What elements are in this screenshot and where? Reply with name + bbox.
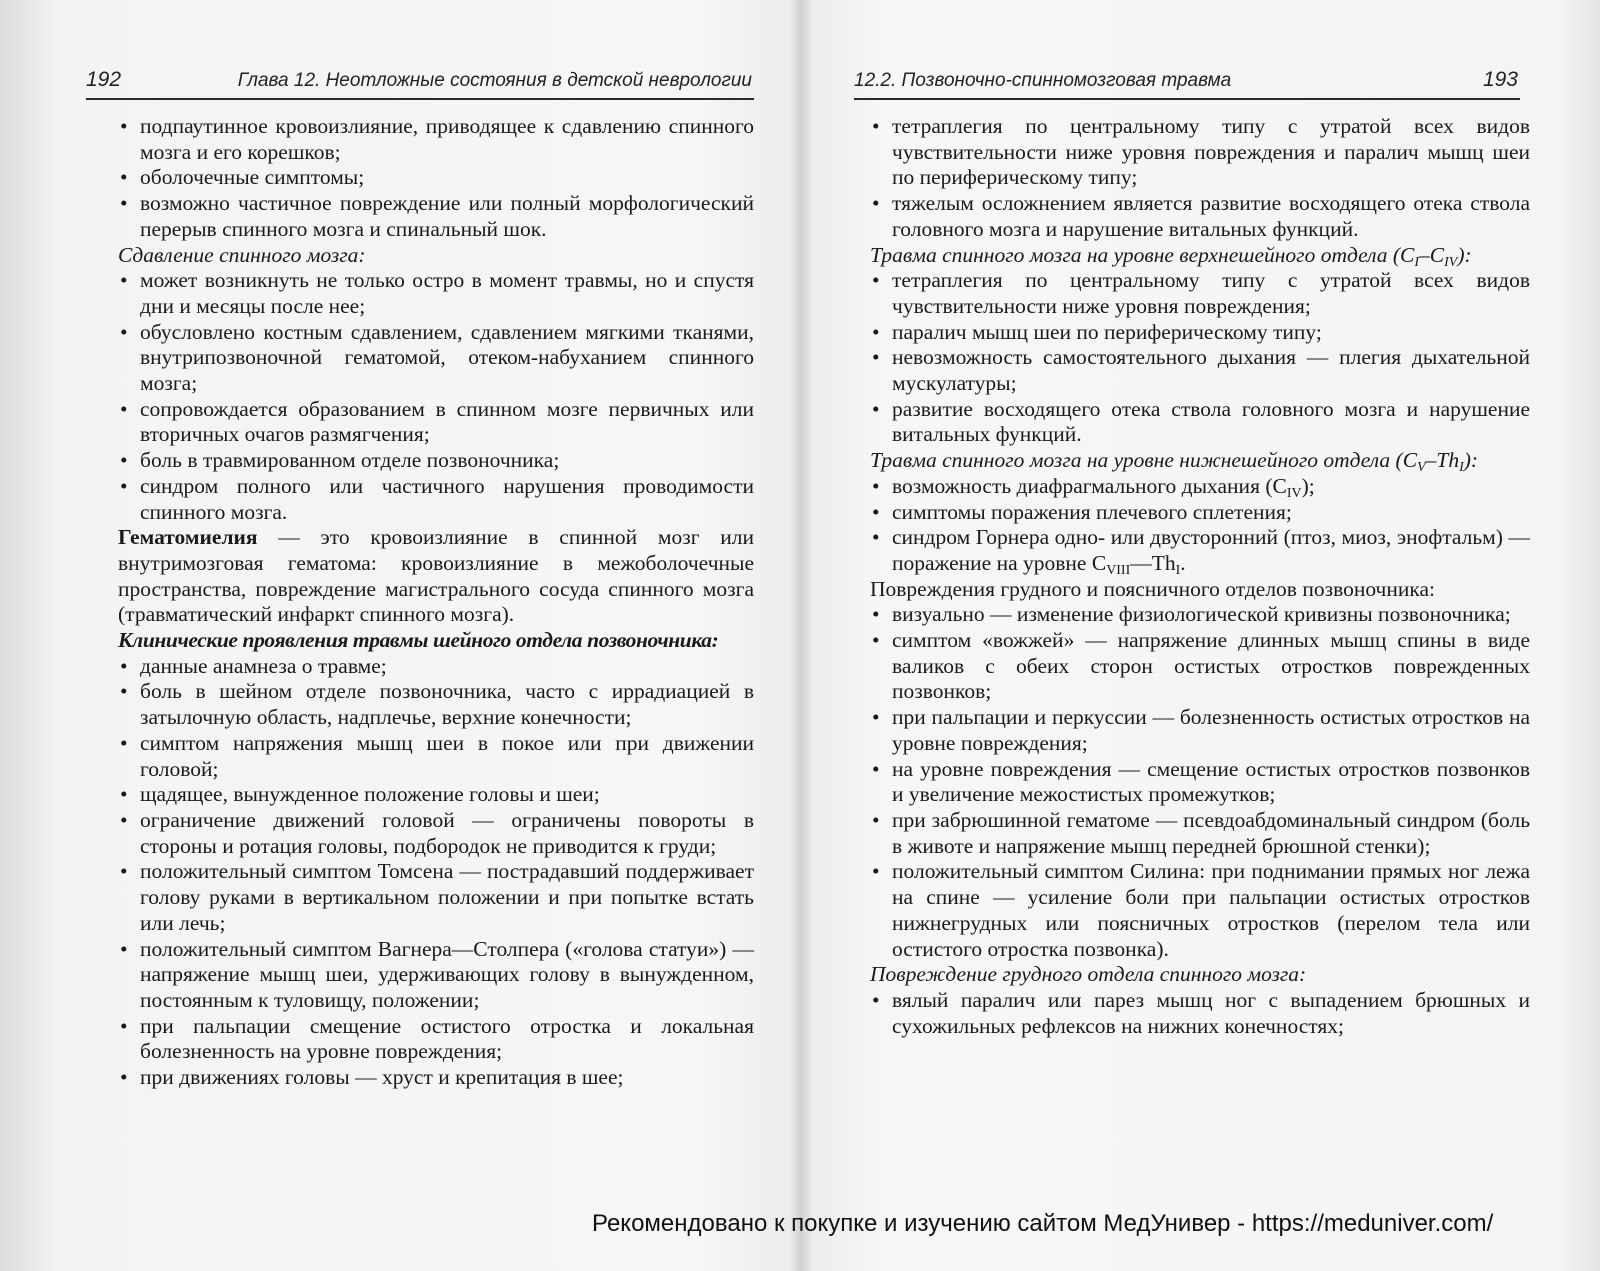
text: оболочечные симптомы; (140, 165, 365, 190)
paragraph (118, 525, 754, 628)
site-footer-watermark: Рекомендовано к покупке и изучению сайтом МедУнивер - https://meduniver.com/ (592, 1210, 1494, 1237)
text: Травма спинного мозга на уровне верхнешейного отдела (C (870, 242, 1415, 267)
text: Травма спинного мозга на уровне нижнешейного отдела (C (870, 448, 1418, 473)
text: обусловлено костным сдавлением, сдавлением мягкими тканями, внутрипозвоночной гематомой, отеком-набуханием спинного мозга; (140, 319, 754, 396)
subscript: V (1417, 460, 1426, 476)
list-item (870, 345, 1530, 396)
section-title: 12.2. Позвоночно-спинномозговая травма (854, 70, 1232, 91)
list-item (118, 191, 754, 242)
subheading (870, 962, 1530, 988)
text: на уровне повреждения — смещение остистых отростков позвонков и увеличение межостистых промежутков; (892, 756, 1530, 807)
subscript: VIII (1106, 563, 1131, 579)
list-item (870, 397, 1530, 448)
running-head (854, 66, 1520, 100)
text: ); (1301, 473, 1315, 498)
chapter-title: Глава 12. Неотложные состояния в детской неврологии (237, 70, 752, 91)
text: подпаутинное кровоизлияние, приводящее к сдавлению спинного мозга и его корешков; (140, 114, 754, 164)
list-item (870, 757, 1530, 808)
list-item (870, 808, 1530, 859)
text: при пальпации смещение остистого отростка и локальная болезненность на уровне повреждения; (140, 1013, 754, 1064)
list-item (118, 654, 754, 680)
text: синдром полного или частичного нарушения проводимости спинного мозга. (140, 473, 754, 524)
list-item (870, 191, 1530, 242)
subscript: I (1459, 460, 1464, 476)
text: ): (1463, 448, 1479, 473)
text: Повреждения грудного и поясничного отделов позвоночника: (870, 576, 1435, 601)
text: паралич мышц шеи по периферическому типу; (892, 319, 1322, 344)
text: возможность диафрагмального дыхания (C (892, 473, 1287, 498)
text: развитие восходящего отека ствола головного мозга и нарушение витальных функций. (892, 396, 1530, 447)
list-item (118, 1065, 754, 1091)
list-item (118, 808, 754, 859)
list-item (870, 859, 1530, 962)
list-item (118, 782, 754, 808)
text: симптомы поражения плечевого сплетения; (892, 499, 1292, 524)
list-item (118, 859, 754, 936)
list-item (870, 320, 1530, 346)
list-item (870, 602, 1530, 628)
text: ): (1457, 242, 1472, 267)
text: при пальпации и перкуссии — болезненность остистых отростков на уровне повреждения; (892, 705, 1530, 755)
subheading (118, 243, 754, 269)
text: щадящее, вынужденное положение головы и шеи; (140, 782, 600, 807)
subheading (118, 628, 754, 654)
subheading (870, 243, 1530, 269)
text: Сдавление спинного мозга: (118, 242, 366, 267)
page-body (870, 114, 1530, 1039)
subheading (870, 448, 1530, 474)
running-head (86, 66, 754, 100)
list-item (870, 988, 1530, 1039)
list-item (870, 114, 1530, 191)
list-item (118, 268, 754, 319)
list-item (870, 705, 1530, 756)
list-item (870, 500, 1530, 526)
text: данные анамнеза о травме; (140, 653, 387, 678)
text: положительный симптом Силина: при поднимании прямых ног лежа на спине — усиление боли при пальпации остистых отростков нижнегрудных или поясничных отростков (перелом тела или остистого отростка позвонка). (892, 859, 1530, 961)
list-item (870, 268, 1530, 319)
list-item (870, 525, 1530, 579)
text: визуально — изменение физиологической кривизны позвоночника; (892, 602, 1511, 627)
list-item (118, 731, 754, 782)
term: Гематомиелия (118, 525, 258, 550)
text: может возникнуть не только остро в момент травмы, но и спустя дни и месяцы после нее; (140, 268, 754, 318)
text: тяжелым осложнением является развитие восходящего отека ствола головного мозга и нарушение витальных функций. (892, 191, 1530, 241)
list-item (118, 397, 754, 448)
text: боль в травмированном отделе позвоночника; (140, 448, 560, 473)
text: Повреждение грудного отдела спинного мозга: (870, 962, 1307, 987)
text: тетраплегия по центральному типу с утратой всех видов чувствительности ниже уровня повреждения и паралич мышц шеи по периферическому типу; (892, 114, 1530, 190)
subscript: IV (1444, 254, 1458, 270)
list-item (118, 448, 754, 474)
page-number: 192 (86, 68, 122, 91)
subscript: I (1175, 563, 1181, 579)
list-item (118, 474, 754, 525)
list-item (118, 114, 754, 165)
text: –Th (1425, 448, 1460, 473)
text: . (1180, 550, 1186, 575)
subscript: IV (1286, 486, 1302, 502)
list-item (118, 937, 754, 1014)
text: при движениях головы — хруст и крепитация в шее; (140, 1065, 624, 1090)
text: симптом «вожжей» — напряжение длинных мышц спины в виде валиков с обеих сторон остистых отростков поврежденных позвонков; (892, 628, 1530, 704)
text: положительный симптом Томсена — пострадавший поддерживает голову руками в вертикальном положении и при попытке встать или лечь; (140, 859, 754, 935)
text: Клинические проявления травмы шейного отдела позвоночника: (118, 628, 719, 653)
text: возможно частичное повреждение или полный морфологический перерыв спинного мозга и спинальный шок. (140, 191, 754, 241)
text: –C (1419, 242, 1445, 267)
text: —Th (1130, 550, 1176, 575)
text: положительный симптом Вагнера—Столпера («голова статуи») — напряжение мышц шеи, удерживающих голову в вынужденном, постоянным к туловищу, положении; (140, 936, 754, 1012)
text: симптом напряжения мышц шеи в покое или при движении головой; (140, 730, 754, 781)
text: при забрюшинной гематоме — псевдоабдоминальный синдром (боль в животе и напряжение мышц передней брюшной стенки); (892, 807, 1530, 858)
list-item (870, 628, 1530, 705)
list-item (870, 474, 1530, 500)
page-body (118, 114, 754, 1091)
text: боль в шейном отделе позвоночника, часто с иррадиацией в затылочную область, надплечье, верхние конечности; (140, 679, 754, 730)
list-item (118, 165, 754, 191)
text: синдром Горнера одно- или двусторонний (птоз, миоз, энофтальм) — поражение на уровне C (892, 525, 1530, 575)
text: тетраплегия по центральному типу с утратой всех видов чувствительности ниже уровня повреждения; (892, 268, 1530, 318)
text: вялый паралич или парез мышц ног с выпадением брюшных и сухожильных рефлексов на нижних конечностях; (892, 987, 1530, 1038)
text: сопровождается образованием в спинном мозге первичных или вторичных очагов размягчения; (140, 396, 754, 447)
page-number: 193 (1482, 68, 1518, 91)
list-item (118, 679, 754, 730)
right-page (800, 0, 1600, 1271)
text: — это кровоизлияние в спинной мозг или внутримозговая гематома: кровоизлияние в межоболочечные пространства, повреждение магистрального сосуда спинного мозга (травматический инфаркт спинного мозга). (118, 525, 754, 627)
list-item (118, 1014, 754, 1065)
list-item (118, 320, 754, 397)
subscript: I (1414, 254, 1420, 270)
paragraph (870, 577, 1530, 603)
text: ограничение движений головой — ограничены повороты в стороны и ротация головы, подбородок не приводится к груди; (140, 807, 754, 858)
text: невозможность самостоятельного дыхания — плегия дыхательной мускулатуры; (892, 345, 1530, 396)
